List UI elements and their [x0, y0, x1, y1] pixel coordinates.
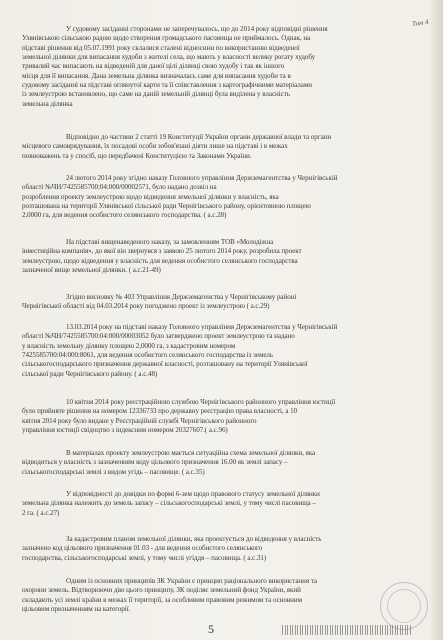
paragraph-line: підставі рішення від 05.07.1991 року склалися сталені відносини по використанню відведеної	[22, 43, 300, 52]
page-edge-shadow	[429, 0, 443, 640]
volume-mark: Том 4	[411, 17, 430, 29]
paragraph-line: землеустрою, щодо відведення у власність для ведення особистого селянського господарства	[22, 256, 298, 265]
paragraph-court-hearing	[22, 25, 420, 109]
paragraph-line: розташована на території Улянівської сільської ради Чернігівського району, орієнтовною площею	[22, 202, 311, 211]
paragraph-land-code	[22, 577, 420, 614]
paragraph-line: місця для її випасання. Дана земельна ділянка визначалась саме для випасання худоби та в	[22, 71, 291, 80]
paragraph-line: сільської ради Чернігівського району. ( а.с.48)	[22, 369, 158, 378]
paragraph-form-6zem	[22, 490, 420, 518]
paragraph-line: земельної ділянки для випасання худоби з жителі села, що мають у власності велику рогату худобу	[22, 53, 316, 62]
faded-stamp	[380, 582, 428, 630]
paragraph-line: інвестиційна компанія», до якої він звернувся з заявою 25 лютого 2014 року, розробила проект	[22, 247, 302, 256]
paragraph-line: Улянівською сільською радою щодо створення громадського пасовища не приймалось. Однак, на	[22, 34, 311, 43]
paragraph-line: квітня 2014 року було видане у Реєстраційній службі Чернігівського районного	[22, 416, 257, 425]
paragraph-line: 2,0000 га, для ведення особистого селянського господарства. ( а.с.28)	[22, 211, 227, 220]
paragraph-line: 7425585700:04:000:8061, для ведення особистого селянського господарства із земель	[22, 351, 274, 360]
paragraph-line: сільськогосподарського призначення державної власності, розташовану на території Улянівської	[22, 360, 308, 369]
paragraph-line: зазначеної вище земельної ділянки. ( а.с.21-49)	[22, 266, 161, 275]
paragraph-line: розроблення проекту землеустрою щодо відведення земельної ділянки у власність, яка	[22, 192, 279, 201]
paragraph-line: місцевого самоврядування, їх посадові особи зобов'язані діяти лише на підставі і в межах	[22, 142, 288, 151]
paragraph-line: земельна ділянка належить до земель запасу – сільськогосподарські землі, у тому числі пасовища –	[22, 499, 316, 508]
paragraph-line: цільовим призначенням на категорії.	[22, 605, 131, 614]
paragraph-line: 13.03.2014 року на підставі наказу Головного управління Держземагентства у Чернігівській	[66, 323, 338, 331]
paragraph-line: було прийняте рішення на номером 12336733 про державну реєстрацію права власності, а 10	[22, 407, 298, 416]
paragraph-line: На підставі вищенаведеного наказу, за замовленням ТОВ «Молодіжна	[66, 238, 274, 246]
paragraph-registration	[22, 398, 420, 435]
paragraph-order-march	[22, 323, 420, 379]
paragraph-line: охорони земель. Відтворюючи дію цього принципу, ЗК поділяє земельний фонд України, який	[22, 586, 301, 595]
paragraph-cadastral-plan	[22, 535, 420, 563]
paragraph-line: області №ЧН/7425585700:04:000/00002571, було надано дозвіл на	[22, 183, 217, 192]
paragraph-line: господарства, сільськогосподарські землі, у тому числі угіддя – пасовища. ( а.с.31)	[22, 553, 267, 562]
paragraph-line: У відповідності до довідки по формі 6-зем щодо правового статусу земельної ділянки	[66, 490, 320, 498]
paragraph-line: складають усі землі країни в межах її території, за особливим правовим режимом та основним	[22, 595, 303, 604]
paragraph-line: тривалий час випасають на відведеній для даної цілі ділянці свою худобу і так як іншого	[22, 62, 285, 71]
paragraph-line: судовому засіданні на підставі оглянутої карти та її співставлення з картографічними матеріалами	[22, 81, 312, 90]
paragraph-line: В матеріалах проекту землеустрою мається ситуаційна схема земельної ділянки, яка	[66, 449, 316, 457]
paragraph-line: За кадастровим планом земельної ділянки, яка проектується до відведення у власність	[66, 535, 322, 543]
paragraph-line: 2 га. ( а.с.27)	[22, 508, 60, 517]
paragraph-line: 24 лютого 2014 року згідно наказу Головного управління Держземагентства у Чернігівській	[66, 174, 338, 182]
paragraph-line: управління юстиції свідоцтво з індексним номером 20327607.( а.с.96)	[22, 426, 228, 435]
paragraph-line: зазначено код цільового призначення 01.03 - для ведення особистого селянського	[22, 544, 263, 553]
paragraph-line: Одним із основних принципів ЗК України є принцип раціонального використання та	[66, 577, 317, 585]
paragraph-line: земельна ділянка	[22, 99, 73, 108]
paragraph-line: 10 квітня 2014 року реєстраційною службою Чернігівського районного управління юстиції	[66, 398, 336, 406]
paragraph-line: відводиться у власність з зазначенням коду цільового призначення 16.00 як землі запасу –	[22, 458, 288, 467]
paragraph-line: із землеустрою встановлено, що саме на даній земельній ділянці була виділена у власність	[22, 90, 290, 99]
paragraph-line: Відповідно до частини 2 статті 19 Конституції України органи державної влади та органи	[66, 133, 332, 141]
paragraph-line: Згідно висновку № 403 Управління Держземагенства у Чернігівському районі	[66, 293, 297, 301]
paragraph-line: Чернігівської області від 04.03.2014 року погоджено проект із землеустрою ( а.с.29)	[22, 302, 270, 311]
barcode	[282, 625, 412, 635]
paragraph-situational-scheme	[22, 449, 420, 477]
paragraph-conclusion-403	[22, 293, 420, 312]
paragraph-project-development	[22, 238, 420, 275]
paragraph-line: області №ЧН/7425585700:04:000/00003052 було затверджено проект землеустрою та надано	[22, 332, 295, 341]
paragraph-order-february	[22, 174, 420, 221]
paragraph-line: сільськогосподарські землі з видом угідь – пасовище. ( а.с.35)	[22, 467, 205, 476]
paragraph-constitution	[22, 133, 420, 161]
page-number: 5	[208, 622, 214, 636]
paragraph-line: повноважень та у спосіб, що передбачені Конституцією та Законами України.	[22, 151, 252, 160]
paragraph-line: У судовому засіданні сторонами не заперечувалось, що до 2014 року відповідні рішення	[66, 25, 328, 33]
paragraph-line: у власність земельну ділянку площею 2,0000 га, з кадастровим номером	[22, 341, 236, 350]
